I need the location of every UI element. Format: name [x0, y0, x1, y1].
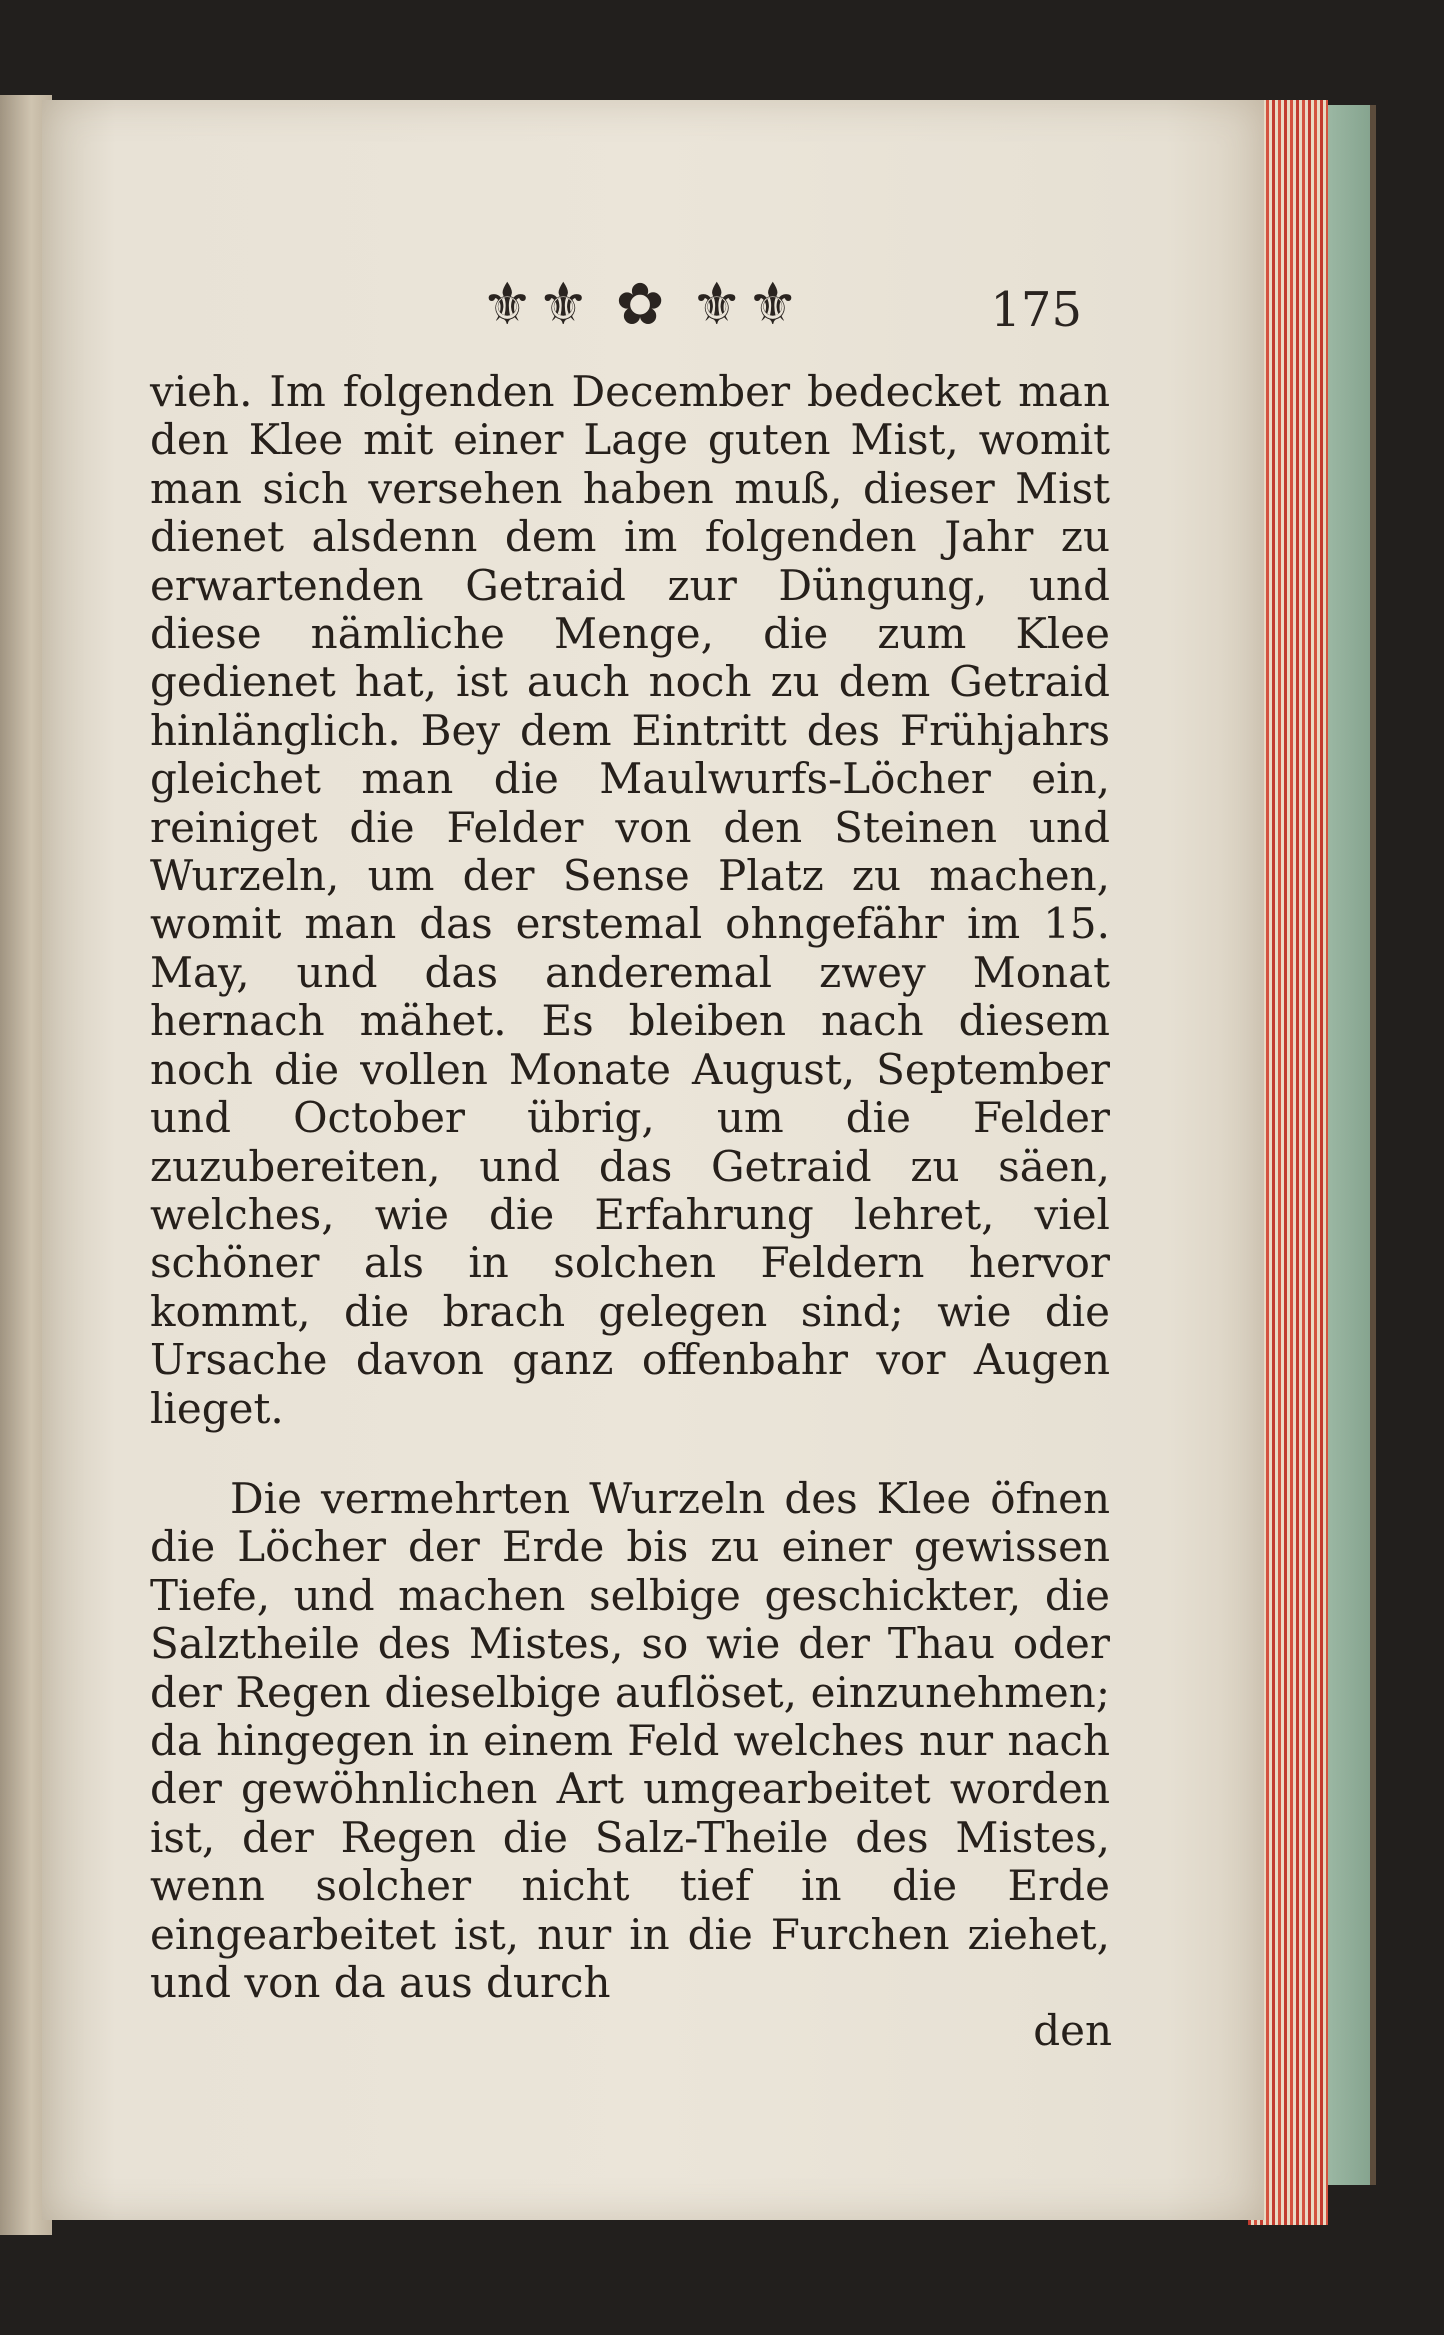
page-body	[150, 368, 1110, 2007]
paragraph-1: vieh. Im folgenden December bedecket man den Klee mit einer Lage guten Mist, womit man sich versehen haben muß, dieser Mist dienet alsdenn dem im folgenden Jahr zu erwartenden Getraid zur Düngung, und diese nämliche Menge, die zum Klee gedienet hat, ist auch noch zu dem Getraid hinlänglich. Bey dem Eintritt des Frühjahrs gleichet man die Maulwurfs-Löcher ein, reiniget die Felder von den Steinen und Wurzeln, um der Sense Platz zu machen, womit man das erstemal ohngefähr im 15. May, und das anderemal zwey Monat hernach mähet. Es bleiben nach diesem noch die vollen Monate August, September und October übrig, um die Felder zuzubereiten, und das Getraid zu säen, welches, wie die Erfahrung lehret, viel schöner als in solchen Feldern hervor kommt, die brach gelegen sind; wie die Ursache davon ganz offenbahr vor Augen lieget.	[150, 367, 1110, 1433]
page-number: 175	[990, 282, 1082, 338]
page-header	[42, 270, 1264, 350]
header-ornament: ⚜⚜ ✿ ⚜⚜	[481, 270, 803, 338]
paragraph-2: Die vermehrten Wurzeln des Klee öfnen die Löcher der Erde bis zu einer gewissen Tiefe, und machen selbige geschickter, die Salztheile des Mistes, so wie der Thau oder der Regen dieselbige auflöset, einzunehmen; da hingegen in einem Feld welches nur nach der gewöhnlichen Art umgearbeitet worden ist, der Regen die Salz-Theile des Mistes, wenn solcher nicht tief in die Erde eingearbeitet ist, nur in die Furchen ziehet, und von da aus durch	[150, 1473, 1110, 2007]
catchword: den	[1033, 2006, 1112, 2055]
book-page	[42, 100, 1264, 2220]
